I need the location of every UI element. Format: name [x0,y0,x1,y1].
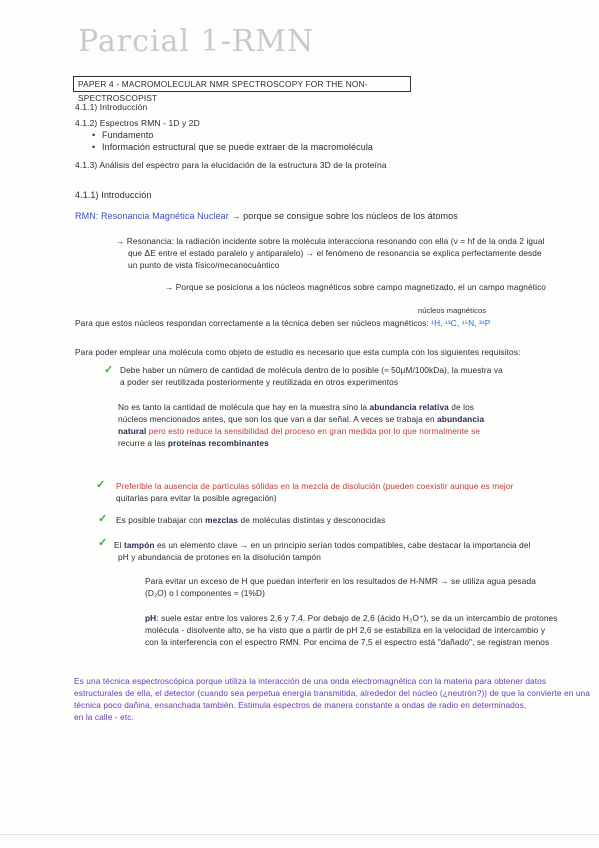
closing-line: Es una técnica espectroscópica porque utiliza la interacción de una onda electromagnética con la materia para obtener datos [74,676,547,686]
note-line [118,414,484,424]
ph-text: : suele estar entre los valores 2,6 y 7,4. Por debajo de 2,6 (ácido H₃O⁺), se da un intercambio de protones [156,613,558,623]
nuclei-annotation: núcleos magnéticos [418,306,487,315]
ph-line: molécula - disolvente alto, se ha visto que a partir de pH 2,6 se estabiliza en la velocidad de intercambio y [145,625,546,635]
page-title: Parcial 1-RMN [78,24,315,59]
note-line [118,438,269,448]
closing-line: en la calle - etc. [74,712,134,722]
magnetico-line: → Porque se posiciona a los núcleos magnéticos sobre campo magnetizado, el un campo magnético [165,282,547,292]
outline-subitem: Información estructural que se puede extraer de la macromolécula [102,142,374,152]
ph-term: pH [145,613,157,623]
check-icon: ✓ [96,479,106,491]
check-icon: ✓ [104,364,114,376]
req-text: Es posible trabajar con [116,515,206,525]
note-line [118,426,480,436]
req-line: a poder ser reutilizada posteriormente y reutilizada en otros experimentos [120,377,399,387]
note-text: núcleos mencionados antes, que son los que van a dar señal. A veces se trabaja en [118,414,438,424]
resonancia-line: un punto de vista físico/mecanocuántico [128,260,280,270]
note-emphasis: abundancia [437,414,485,424]
req-line [114,540,531,550]
note-emphasis: abundancia relativa [369,402,449,412]
page-edge [0,834,599,835]
req-line: pH y abundancia de protones en la disolución tampón [118,552,321,562]
rmn-rest: → porque se consigue sobre los núcleos de los átomos [228,211,458,221]
rmn-definition [75,211,458,221]
requisitos-line: Para poder emplear una molécula como objeto de estudio es necesario que esta cumpla con los siguientes requisitos: [75,347,521,357]
outline-item: 4.1.2) Espectros RMN - 1D y 2D [75,118,200,128]
rmn-abbrev: RMN: [75,211,101,221]
req-emphasis: mezclas [205,515,239,525]
outline-subitem: Fundamento [102,130,154,140]
paper-heading: PAPER 4 - MACROMOLECULAR NMR SPECTROSCOPY FOR THE NON-SPECTROSCOPIST [73,76,411,92]
note-text: de los [448,402,475,412]
ph-line: con la interferencia con el espectro RMN. Por encima de 7,5 el espectro está "dañado", se registran menos [145,637,550,647]
resonancia-line: que ΔE entre el estado paralelo y antiparalelo) → el fenómeno de resonancia se explica perfectamente desde [128,248,542,258]
req-text: de moléculas distintas y desconocidas [238,515,386,525]
nuclei-line [75,318,490,328]
note-emphasis: natural [118,426,147,436]
req-line: Debe haber un número de cantidad de molécula dentro de lo posible (≈ 50μM/100kDa), la muestra va [120,365,503,375]
req-line [116,515,385,525]
note-text: recurre a las [118,438,168,448]
outline-item: 4.1.1) Introducción [75,102,148,112]
note-text-red: pero esto reduce la sensibilidad del proceso en gran medida por lo que normalmente se [146,426,481,436]
note-line [118,402,474,412]
tampon-line: Para evitar un exceso de H que puedan interferir en los resultados de H-NMR → se utiliza agua pesada [145,576,536,586]
check-icon: ✓ [98,513,108,525]
ph-line [145,613,558,623]
note-text: No es tanto la cantidad de molécula que hay en la muestra sino la [118,402,370,412]
req-text: es un elemento clave → en un principio serían todos compatibles, cabe destacar la importancia del [154,540,531,550]
closing-line: estructurales de ella, el detector (cuando sea perpetua energía transmitida, alrededor del núcleo (¿neutrón?)) de que la convierte en una [74,688,590,698]
check-icon: ✓ [98,537,108,549]
tampon-line: (D₂O) o l componentes ≈ (1%D) [145,588,265,598]
req-line: Preferible la ausencia de partículas sólidas en la mezcla de disolución (pueden coexistir aunque es mejor [116,481,514,491]
nuclei-text: Para que estos núcleos respondan correctamente a la técnica deben ser núcleos magnéticos: [75,318,432,328]
section-heading: 4.1.1) Introducción [75,190,152,200]
rmn-term: Resonancia Magnética Nuclear [101,211,229,221]
outline-item: 4.1.3) Análisis del espectro para la elucidación de la estructura 3D de la proteína [75,160,387,170]
req-emphasis: tampón [123,540,155,550]
req-text: El [114,540,124,550]
resonancia-line: → Resonancia: la radiación incidente sobre la molécula interacciona resonando con ella (ν = hf de la onda 2 igual [116,236,545,246]
bullet-dot: • [92,130,96,140]
bullet-dot: • [92,142,96,152]
req-line: quitarlas para evitar la posible agregación) [116,493,277,503]
closing-line: técnica poco dañina, ensanchada también. Estimula espectros de manera constante a ondas de radio en determinados, [74,700,527,710]
note-emphasis: proteínas recombinantes [167,438,269,448]
nuclei-list: ¹H, ¹³C, ¹⁵N, ³¹P [431,318,491,328]
